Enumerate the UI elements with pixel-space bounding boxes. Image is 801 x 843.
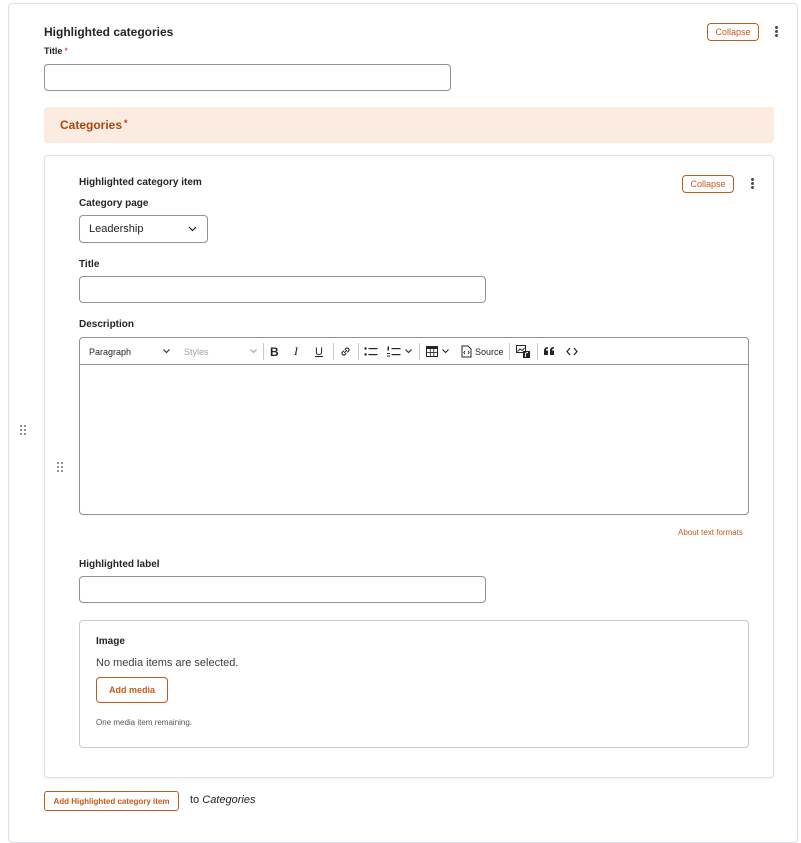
media-icon	[516, 345, 531, 359]
collapse-button[interactable]: Collapse	[707, 23, 759, 41]
source-label: Source	[475, 346, 504, 357]
to-target-text: Categories	[202, 794, 256, 806]
toolbar-separator	[333, 343, 334, 360]
item-collapse-button[interactable]: Collapse	[682, 175, 734, 193]
image-label: Image	[96, 636, 125, 647]
underline-button[interactable]: U	[315, 345, 323, 358]
toolbar-separator	[419, 343, 420, 360]
bulleted-list-button[interactable]	[364, 338, 378, 365]
paragraph-title: Highlighted categories	[44, 25, 174, 39]
required-mark: *	[64, 46, 68, 56]
styles-label: Styles	[184, 346, 209, 357]
no-media-text: No media items are selected.	[96, 657, 239, 669]
bold-button[interactable]: B	[270, 344, 279, 359]
table-icon	[426, 346, 438, 357]
highlighted-label-field-label: Highlighted label	[79, 559, 160, 570]
toolbar-separator	[358, 343, 359, 360]
about-text-formats-link[interactable]: About text formats	[678, 528, 743, 537]
link-icon	[339, 345, 352, 358]
chevron-down-icon	[405, 349, 412, 354]
toolbar-separator	[263, 343, 264, 360]
paragraph-format-dropdown[interactable]	[89, 338, 173, 365]
item-more-actions-icon[interactable]	[747, 177, 757, 191]
code-button[interactable]	[566, 338, 578, 365]
title-label-text: Title	[44, 46, 63, 56]
source-button[interactable]	[460, 338, 504, 365]
description-editor[interactable]	[79, 337, 749, 515]
code-icon	[566, 347, 578, 356]
toolbar-separator	[509, 343, 510, 360]
categories-label	[60, 118, 128, 132]
title-input[interactable]	[44, 64, 451, 91]
description-label: Description	[79, 319, 135, 330]
item-title-input[interactable]	[79, 276, 486, 303]
quote-icon	[544, 347, 555, 356]
title-field-label	[44, 46, 68, 56]
link-button[interactable]	[339, 338, 352, 365]
numbered-list-icon	[387, 346, 401, 358]
add-media-button[interactable]: Add media	[96, 677, 168, 703]
categories-header	[44, 107, 774, 143]
editor-toolbar	[80, 338, 748, 365]
table-button[interactable]	[426, 338, 449, 365]
image-widget	[79, 620, 749, 748]
blockquote-button[interactable]	[544, 338, 555, 365]
insert-media-button[interactable]	[516, 338, 531, 365]
category-page-label: Category page	[79, 198, 149, 209]
category-page-value: Leadership	[89, 223, 144, 235]
bulleted-list-icon	[364, 346, 378, 358]
highlighted-label-input[interactable]	[79, 576, 486, 603]
categories-required-mark: *	[124, 118, 128, 128]
styles-dropdown[interactable]	[184, 338, 260, 365]
format-label: Paragraph	[89, 346, 132, 357]
item-title: Highlighted category item	[79, 177, 202, 188]
item-title-field-label: Title	[79, 259, 100, 270]
categories-label-text: Categories	[60, 118, 123, 132]
chevron-down-icon	[250, 349, 257, 354]
italic-button[interactable]: I	[294, 344, 298, 358]
drag-handle-icon[interactable]	[20, 425, 28, 437]
item-drag-handle-icon[interactable]	[57, 462, 65, 474]
chevron-down-icon	[442, 349, 449, 354]
category-page-select[interactable]	[79, 215, 208, 243]
chevron-down-icon	[188, 226, 197, 232]
chevron-down-icon	[163, 349, 170, 354]
source-icon	[460, 345, 473, 358]
add-highlighted-category-item-button[interactable]: Add Highlighted category item	[44, 791, 179, 811]
media-remaining-text: One media item remaining.	[96, 718, 193, 727]
more-actions-icon[interactable]	[771, 25, 781, 39]
toolbar-separator	[537, 343, 538, 360]
to-text: to	[190, 794, 200, 806]
numbered-list-button[interactable]	[387, 338, 412, 365]
add-target-text	[190, 794, 255, 806]
